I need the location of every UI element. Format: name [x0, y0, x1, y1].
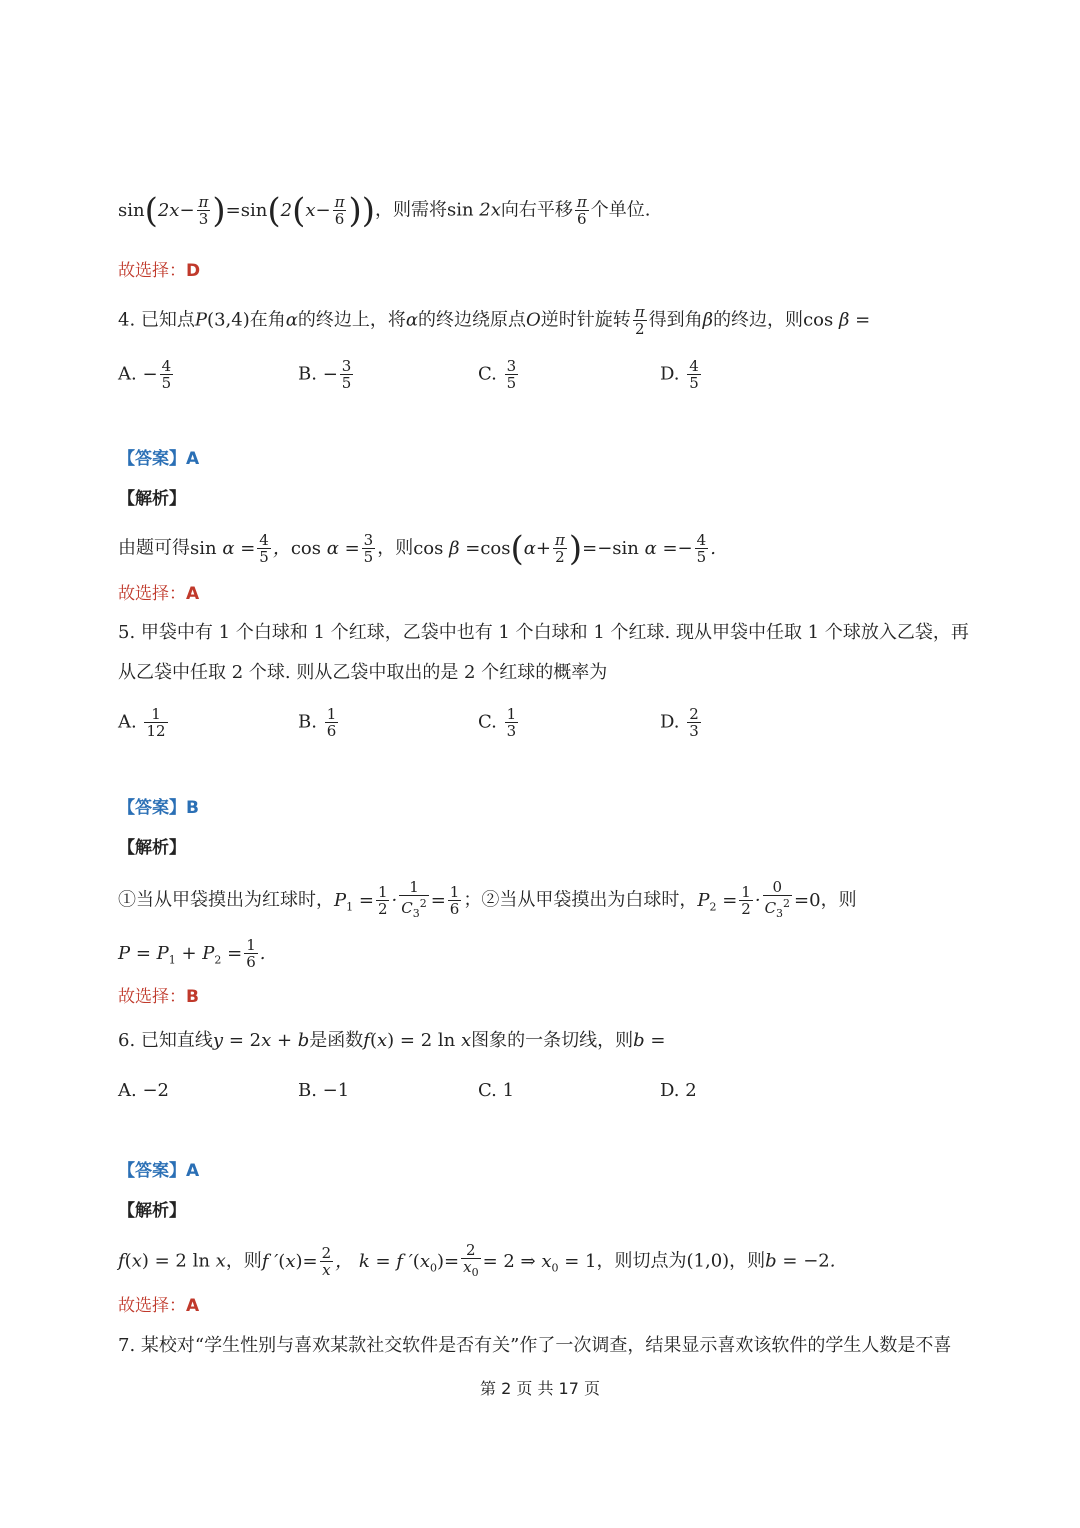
q7-stem: 7. 某校对“学生性别与喜欢某款社交软件是否有关”作了一次调查，结果显示喜欢该软件的学生人数是不喜 — [118, 1335, 952, 1356]
q5-option-a[interactable]: A. $\frac{1}{12}$ — [118, 705, 166, 740]
q6-analysis: f(x) = 2 ln x，则f ′(x)= $\frac{2}{x}$ ， k = f $'(x_0)=$ $\frac{2}{x_0}$ = 2 ⇒ $x_0 = 1$，则切点为(1,0)，则b = −2. — [118, 1241, 836, 1279]
q4-analysis-label: 【解析】 — [118, 489, 186, 509]
page-footer: 第 2 页 共 17 页 — [480, 1379, 600, 1398]
q4-choice: 故选择：A — [118, 584, 200, 604]
q5-option-c[interactable]: C. $\frac{1}{3}$ — [478, 705, 517, 740]
prev-unit-text: 个单位. — [590, 199, 651, 221]
q5-stem-line2: 从乙袋中任取 2 个球. 则从乙袋中取出的是 2 个红球的概率为 — [118, 662, 608, 683]
q6-stem: 6. 已知直线y = 2x + b是函数f(x) = 2 ln x图象的一条切线，则b = — [118, 1030, 666, 1051]
q4-option-d[interactable]: D. $\frac{4}{5}$ — [660, 357, 699, 392]
prev-solution-line: sin(2x− $\frac{\pi}{3}$ )=sin(2(x− $\frac{\pi}{6}$ ))，则需将sin 2x向右平移 $\frac{\pi}{6}$ 个单位. — [118, 190, 651, 231]
q5-analysis-line1: ①当从甲袋摸出为红球时，$P_1$ = $\frac{1}{2}$ · $\frac{1}{C_3^2}$ = $\frac{1}{6}$ ；②当从甲袋摸出为白球时，$P_2$ = $\frac{1}{2}$ · $\frac{0}{C_3^2}$ =0，则 — [118, 878, 857, 920]
q5-answer: 【答案】B — [118, 798, 199, 818]
q4-analysis: 由题可得sin α = $\frac{4}{5}$ ，cos α = $\frac{3}{5}$ ，则cos β =cos(α+ $\frac{\pi}{2}$ )=−sin α =− $\frac{4}{5}$ . — [118, 528, 716, 569]
q6-answer: 【答案】A — [118, 1161, 200, 1181]
prev-lead-text: ，则需将 — [374, 199, 447, 221]
prev-tail-text: 向右平移 — [500, 199, 573, 221]
q5-analysis-label: 【解析】 — [118, 838, 186, 858]
q4-option-c[interactable]: C. $\frac{3}{5}$ — [478, 357, 517, 392]
q6-option-b[interactable]: B. −1 — [298, 1080, 350, 1101]
q6-option-c[interactable]: C. 1 — [478, 1080, 515, 1101]
q5-choice: 故选择：B — [118, 987, 199, 1007]
q6-choice: 故选择：A — [118, 1296, 200, 1316]
q4-stem: 4. 已知点P(3,4)在角α的终边上，将α的终边绕原点O逆时针旋转 $\frac{\pi}{2}$ 得到角β的终边，则cos β = — [118, 303, 871, 338]
q4-option-b[interactable]: B. − $\frac{3}{5}$ — [298, 357, 352, 392]
q5-option-d[interactable]: D. $\frac{2}{3}$ — [660, 705, 699, 740]
q4-number: 4. — [118, 309, 136, 331]
q4-answer: 【答案】A — [118, 449, 200, 469]
prev-choice: 故选择：D — [118, 261, 201, 281]
q6-option-a[interactable]: A. −2 — [118, 1080, 169, 1101]
q6-analysis-label: 【解析】 — [118, 1201, 186, 1221]
q5-option-b[interactable]: B. $\frac{1}{6}$ — [298, 705, 337, 740]
q4-option-a[interactable]: A. − $\frac{4}{5}$ — [118, 357, 172, 392]
q5-analysis-line2: $P = P_1 + P_2$ = $\frac{1}{6}$ . — [118, 936, 266, 971]
q6-option-d[interactable]: D. 2 — [660, 1080, 697, 1101]
q5-stem-line1: 5. 甲袋中有 1 个白球和 1 个红球，乙袋中也有 1 个白球和 1 个红球. 现从甲袋中任取 1 个球放入乙袋，再 — [118, 622, 969, 643]
